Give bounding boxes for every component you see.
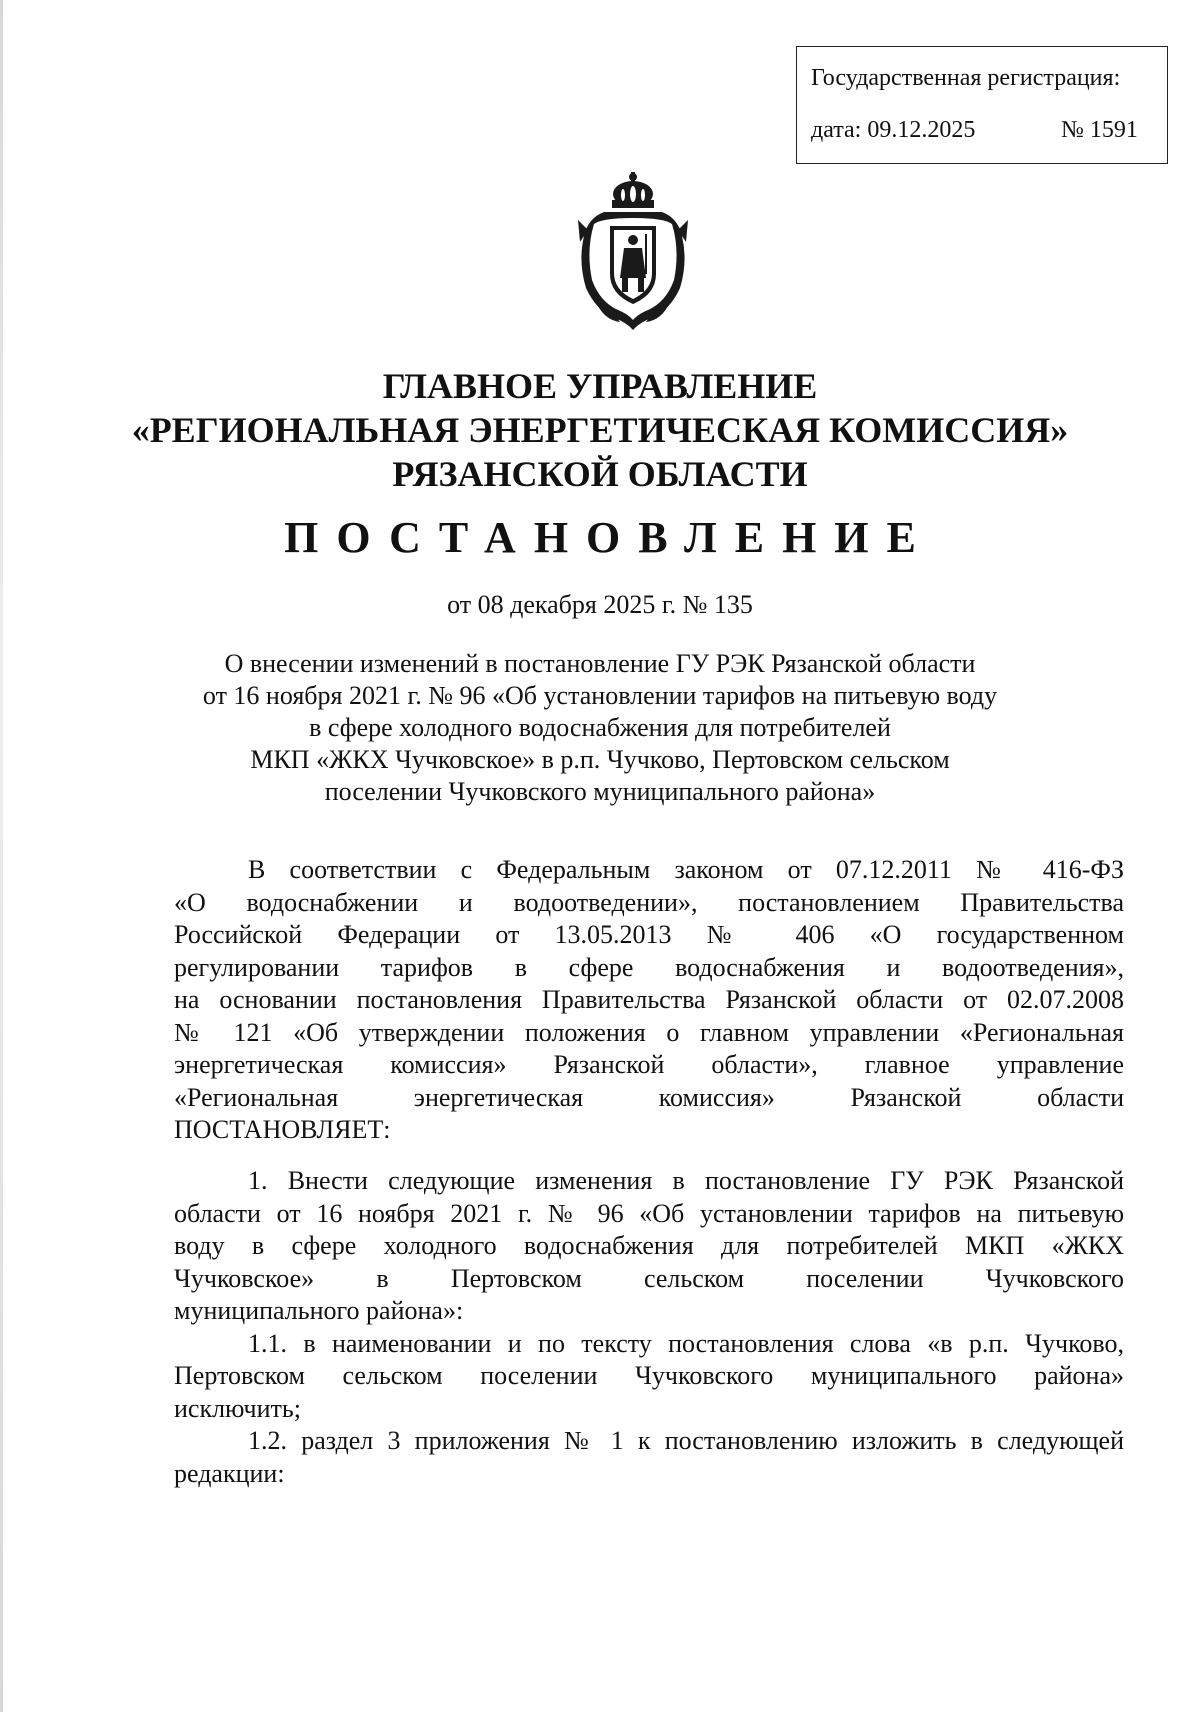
- document-date-number: от 08 декабря 2025 г. № 135: [447, 590, 753, 619]
- item1-1-line: Пертовском сельском поселении Чучковского муниципального района»: [174, 1361, 1124, 1390]
- organization-title-line2: «РЕГИОНАЛЬНАЯ ЭНЕРГЕТИЧЕСКАЯ КОМИССИЯ»: [131, 410, 1069, 450]
- registration-date-line: [811, 117, 1138, 144]
- preamble-line: № 121 «Об утверждении положения о главном управлении «Региональная: [174, 1017, 1124, 1047]
- item1-2-line: 1.2. раздел 3 приложения № 1 к постановлению изложить в следующей: [248, 1426, 1124, 1455]
- registration-date: дата: 09.12.2025: [811, 117, 976, 143]
- registration-title: Государственная регистрация:: [811, 65, 1121, 91]
- organization-title-line3: РЯЗАНСКОЙ ОБЛАСТИ: [392, 454, 808, 494]
- item1-line: 1. Внести следующие изменения в постановление ГУ РЭК Рязанской: [248, 1166, 1124, 1195]
- ryazan-coat-of-arms-icon: [574, 170, 692, 332]
- preamble-line: на основании постановления Правительства Рязанской области от 02.07.2008: [174, 985, 1124, 1014]
- preamble-line: «О водоснабжении и водоотведении», постановлением Правительства: [174, 887, 1124, 917]
- subject-line: в сфере холодного водоснабжения для потребителей: [309, 713, 891, 742]
- preamble-line: ПОСТАНОВЛЯЕТ:: [174, 1115, 391, 1144]
- organization-title: [0, 364, 1200, 496]
- preamble-line: регулировании тарифов в сфере водоснабжения и водоотведения»,: [174, 952, 1124, 982]
- item1-paragraph: [174, 1165, 1124, 1490]
- item1-line: Чучковское» в Пертовском сельском поселении Чучковского: [174, 1263, 1124, 1293]
- preamble-line: «Региональная энергетическая комиссия» Рязанской области: [174, 1082, 1124, 1112]
- subject-line: поселении Чучковского муниципального района»: [324, 777, 876, 806]
- subject-line: от 16 ноября 2021 г. № 96 «Об установлении тарифов на питьевую воду: [202, 681, 998, 710]
- organization-title-line1: ГЛАВНОЕ УПРАВЛЕНИЕ: [382, 366, 818, 406]
- item1-line: муниципального района»:: [174, 1296, 464, 1325]
- registration-stamp: [796, 46, 1168, 164]
- scan-edge: [0, 0, 3, 1712]
- document-type: ПОСТАНОВЛЕНИЕ: [284, 513, 934, 562]
- subject-line: МКП «ЖКХ Чучковское» в р.п. Чучково, Пертовском сельском: [250, 745, 950, 774]
- item1-2-line: редакции:: [174, 1458, 285, 1488]
- item1-1-line: 1.1. в наименовании и по тексту постановления слова «в р.п. Чучково,: [248, 1328, 1124, 1358]
- preamble-line: энергетическая комиссия» Рязанской области», главное управление: [174, 1050, 1124, 1079]
- item1-line: области от 16 ноября 2021 г. № 96 «Об установлении тарифов на питьевую: [174, 1198, 1124, 1228]
- item1-line: воду в сфере холодного водоснабжения для потребителей МКП «ЖКХ: [174, 1231, 1124, 1260]
- item1-1-line: исключить;: [174, 1393, 301, 1423]
- subject-line: О внесении изменений в постановление ГУ РЭК Рязанской области: [224, 649, 976, 678]
- preamble-paragraph: [174, 854, 1124, 1147]
- registration-number: № 1591: [1061, 117, 1138, 143]
- document-subject: [0, 648, 1200, 808]
- preamble-line: Российской Федерации от 13.05.2013 № 406 «О государственном: [174, 920, 1124, 949]
- preamble-line: В соответствии с Федеральным законом от 07.12.2011 № 416-ФЗ: [248, 855, 1124, 884]
